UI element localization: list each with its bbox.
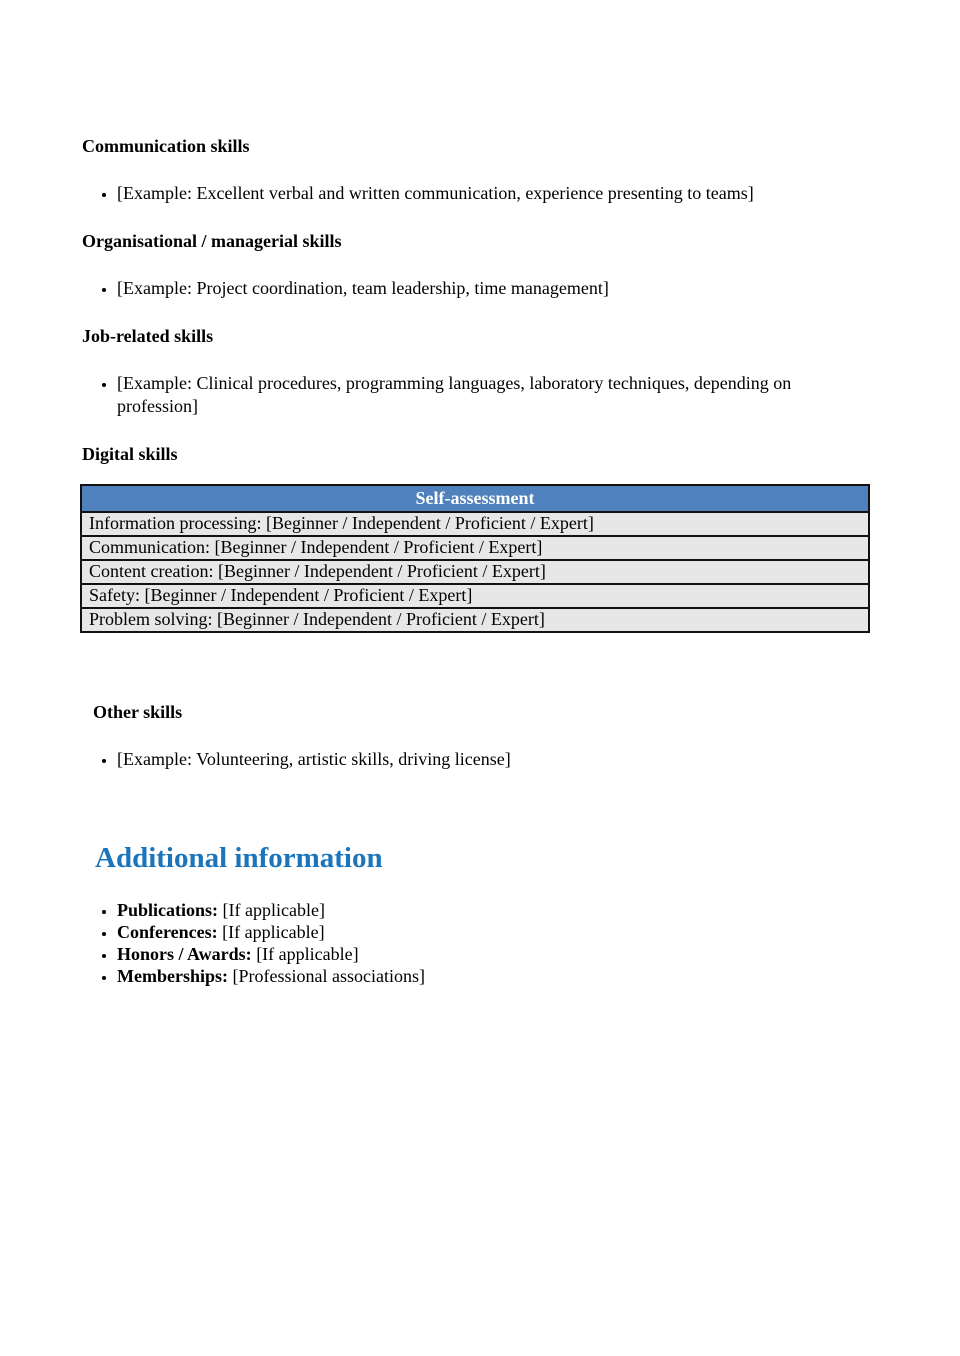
table-cell-communication: Communication: [Beginner / Independent / Proficient / Expert]: [81, 536, 869, 560]
list-item: • [Example: Excellent verbal and written communication, experience presenting to teams]: [117, 182, 870, 205]
list-item-honors-awards: [117, 943, 870, 965]
communication-skills-list: [82, 182, 870, 205]
self-assessment-header-cell: Self-assessment: [81, 485, 869, 512]
table-cell-safety: Safety: [Beginner / Independent / Proficient / Expert]: [81, 584, 869, 608]
organisational-skills-heading: Organisational / managerial skills: [82, 231, 342, 251]
list-item: • [Example: Volunteering, artistic skills, driving license]: [117, 748, 870, 771]
additional-information-heading: Additional information: [95, 842, 383, 874]
other-skills-heading: Other skills: [93, 702, 183, 722]
digital-skills-heading: Digital skills: [82, 444, 178, 464]
communication-skills-heading: Communication skills: [82, 136, 250, 156]
honors-awards-label: Honors / Awards:: [117, 944, 252, 964]
list-item-conferences: [117, 921, 870, 943]
list-item-memberships: [117, 965, 870, 987]
organisational-skills-list: [82, 277, 870, 300]
list-item: • [Example: Clinical procedures, programming languages, laboratory techniques, depending on profession]: [117, 372, 870, 418]
conferences-value: [If applicable]: [222, 922, 325, 942]
self-assessment-table: [80, 484, 870, 633]
publications-label: Publications:: [117, 900, 219, 920]
list-item-publications: [117, 899, 870, 921]
publications-value: [If applicable]: [222, 900, 325, 920]
other-skills-list: [82, 748, 870, 771]
table-cell-content-creation: Content creation: [Beginner / Independent / Proficient / Expert]: [81, 560, 869, 584]
job-related-skills-heading: Job-related skills: [82, 326, 214, 346]
honors-awards-value: [If applicable]: [256, 944, 359, 964]
memberships-value: [Professional associations]: [232, 966, 425, 986]
additional-information-list: [82, 899, 870, 987]
table-cell-information-processing: Information processing: [Beginner / Independent / Proficient / Expert]: [81, 512, 869, 536]
table-cell-problem-solving: Problem solving: [Beginner / Independent / Proficient / Expert]: [81, 608, 869, 632]
table-row: [81, 608, 869, 632]
table-row: [81, 560, 869, 584]
conferences-label: Conferences:: [117, 922, 218, 942]
list-item: • [Example: Project coordination, team leadership, time management]: [117, 277, 870, 300]
job-related-skills-list: [82, 372, 870, 418]
memberships-label: Memberships:: [117, 966, 228, 986]
table-row: [81, 536, 869, 560]
table-row: [81, 512, 869, 536]
table-row: [81, 584, 869, 608]
table-header-row: [81, 485, 869, 512]
